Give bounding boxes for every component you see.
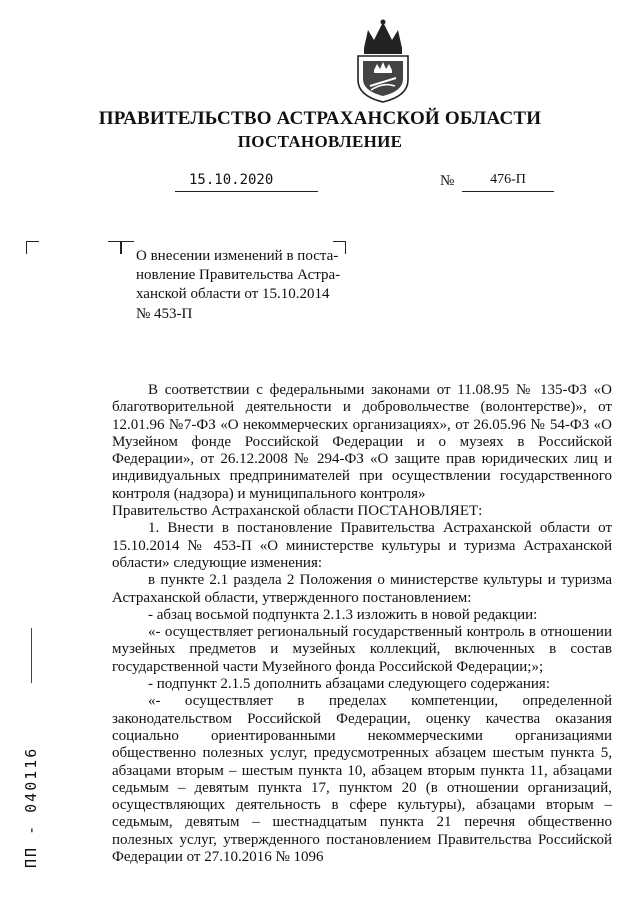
subject-line: О внесении изменений в поста- xyxy=(136,248,339,264)
corner-mark xyxy=(108,241,121,254)
document-date: 15.10.2020 xyxy=(175,172,318,192)
subject-line: ханской области от 15.10.2014 xyxy=(136,286,330,303)
body-paragraph: «- осуществляет региональный государственный контроль в отношении музейных предметов и музейных коллекций, включенных в состав государственной части Музейного фонда Российской Федерации;»; xyxy=(112,624,612,675)
document-body xyxy=(112,382,612,866)
corner-mark xyxy=(26,241,39,254)
body-paragraph: - абзац восьмой подпункта 2.1.3 изложить в новой редакции: xyxy=(148,606,538,623)
body-paragraph: - подпункт 2.1.5 дополнить абзацами следующего содержания: xyxy=(148,676,550,693)
margin-line xyxy=(31,628,32,683)
body-paragraph: «- осуществляет в пределах компетенции, определенной законодательством Российской Федерации, оценку качества оказания социально ориентированными некоммерческими организациями общественно полезных услуг, предусмотренных абзацем шестым пункта 5, абзацами вторым – шестым пункта 10, абзацем вторым пункта 11, абзацами седьмым – девятым пункта 17, пунктом 20 (в отношении организаций, осуществляющих деятельность в сфере культуры), абзацами вторым – седьмым, девятым – шестнадцатым пункта 21 перечня общественно полезных услуг, утвержденного постановлением Правительства Российской Федерации от 27.10.2016 № 1096 xyxy=(112,693,612,866)
subject-line: новление Правительства Астра- xyxy=(136,267,341,284)
subject-line: № 453-П xyxy=(136,305,193,322)
body-paragraph: 1. Внести в постановление Правительства Астраханской области от 15.10.2014 № 453-П «О министерстве культуры и туризма Астраханской области» следующие изменения: xyxy=(112,520,612,571)
document-type: ПОСТАНОВЛЕНИЕ xyxy=(237,132,403,151)
document-number: 476-П xyxy=(462,172,554,192)
corner-mark xyxy=(121,241,134,254)
government-title: ПРАВИТЕЛЬСТВО АСТРАХАНСКОЙ ОБЛАСТИ xyxy=(98,108,542,129)
serial-number xyxy=(22,718,46,868)
body-paragraph: Правительство Астраханской области ПОСТАНОВЛЯЕТ: xyxy=(112,503,483,520)
serial-number-text: ПП - 040116 xyxy=(22,746,40,868)
coat-of-arms-icon xyxy=(350,18,416,104)
document-subject xyxy=(136,247,346,324)
number-label: № xyxy=(440,173,455,189)
body-paragraph: в пункте 2.1 раздела 2 Положения о министерстве культуры и туризма Астраханской области, утвержденного постановлением: xyxy=(112,572,612,606)
body-paragraph: В соответствии с федеральными законами от 11.08.95 № 135-ФЗ «О благотворительной деятельности и добровольчестве (волонтерстве)», от 12.01.96 №7-ФЗ «О некоммерческих организациях», от 26.05.96 № 54-ФЗ «О Музейном фонде Российской Федерации и о музеях в Российской Федерации», от 26.12.2008 № 294-ФЗ «О защите прав юридических лиц и индивидуальных предпринимателей при осуществлении государственного контроля (надзора) и муниципального контроля» xyxy=(112,382,612,502)
